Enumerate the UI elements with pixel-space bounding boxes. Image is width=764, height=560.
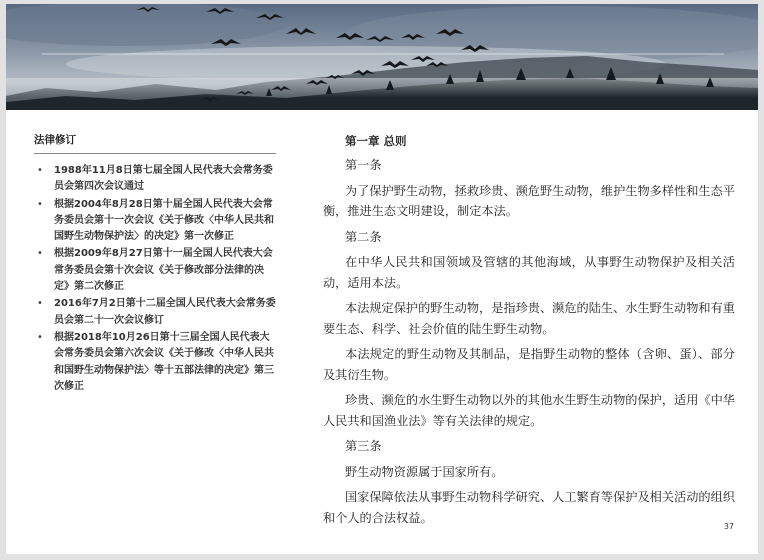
article-2-paragraph: 在中华人民共和国领域及管辖的其他海域，从事野生动物保护及相关活动，适用本法。 [323,255,735,290]
amendment-item: • 根据2004年8月28日第十届全国人民代表大会常务委员会第十一次会议《关于修改〈中华人民共和国野生动物保护法〉的决定》第一次修正 [34,197,276,246]
amendment-item: • 根据2009年8月27日第十一届全国人民代表大会常务委员会第十次会议《关于修改部分法律的决定》第二次修正 [34,246,276,295]
page-number: 37 [723,522,734,531]
article-1-paragraph: 为了保护野生动物，拯救珍贵、濒危野生动物，维护生物多样性和生态平衡，推进生态文明建设，制定本法。 [323,183,735,218]
document-page [6,4,758,554]
amendment-list [34,163,276,395]
article-2-paragraph: 珍贵、濒危的水生野生动物以外的其他水生野生动物的保护，适用《中华人民共和国渔业法》等有关法律的规定。 [323,393,735,428]
article-2-paragraph: 本法规定保护的野生动物，是指珍贵、濒危的陆生、水生野生动物和有重要生态、科学、社会价值的陆生野生动物。 [323,301,735,336]
article-2-paragraph: 本法规定的野生动物及其制品，是指野生动物的整体（含卵、蛋）、部分及其衍生物。 [323,347,735,382]
law-text [323,132,735,533]
amendment-item: • 1988年11月8日第七届全国人民代表大会常务委员会第四次会议通过 [34,163,276,196]
amendment-item: • 2016年7月2日第十二届全国人民代表大会常务委员会第二十一次会议修订 [34,296,276,329]
article-3-title: 第三条 [345,439,382,453]
article-3-paragraph: 野生动物资源属于国家所有。 [345,464,504,479]
article-2-title: 第二条 [345,229,382,244]
sidebar-title: 法律修订 [34,132,276,154]
article-3-paragraph: 国家保障依法从事野生动物科学研究、人工繁育等保护及相关活动的组织和个人的合法权益。 [323,490,735,525]
amendment-sidebar [34,132,276,396]
chapter-title: 第一章 总则 [345,134,407,148]
header-banner-image [6,4,758,110]
article-1-title: 第一条 [345,158,382,172]
amendment-item: • 根据2018年10月26日第十三届全国人民代表大会常务委员会第六次会议《关于修改〈中华人民共和国野生动物保护法〉等十五部法律的决定》第三次修正 [34,330,276,395]
